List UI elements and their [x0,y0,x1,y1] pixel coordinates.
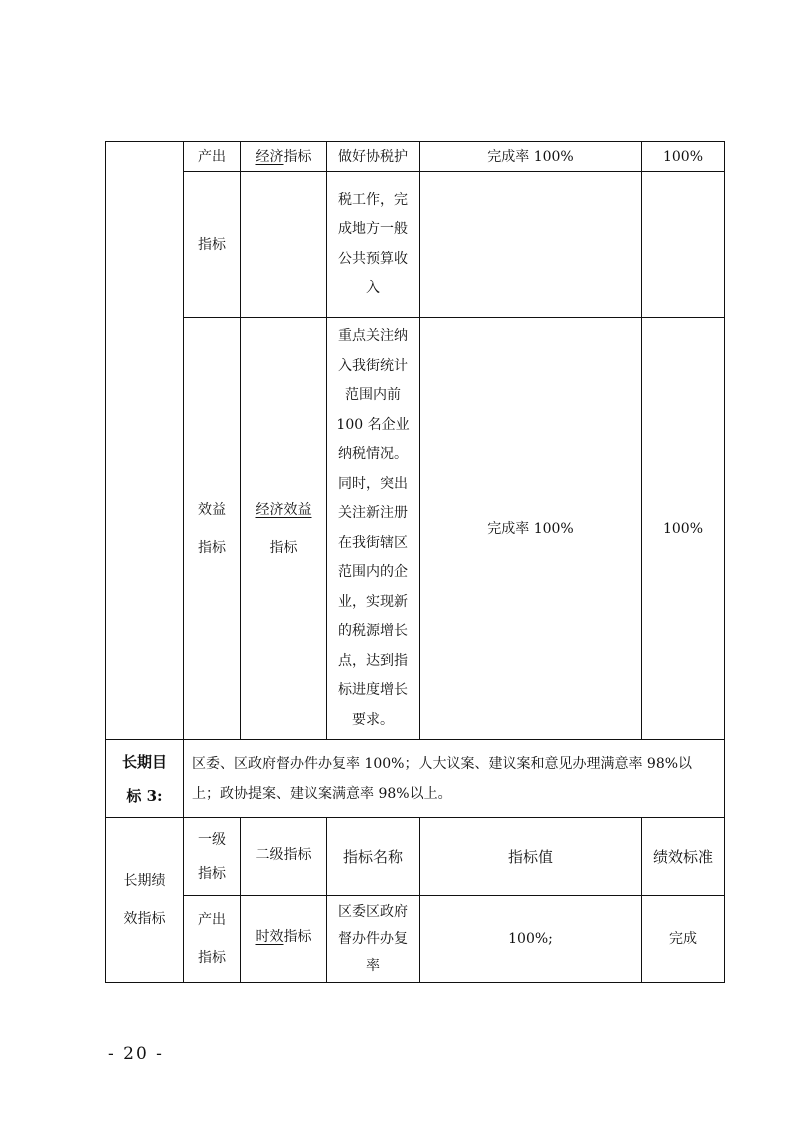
level1-cell: 指标 [184,172,241,318]
header-standard-cell: 绩效标准 [642,818,725,896]
text-line: 入我街统计 [338,357,408,374]
text-line: 效益 [198,501,226,518]
text-line: 业，实现新 [338,593,408,610]
goal-label-cell [106,740,184,818]
standard-cell [642,172,725,318]
indicator-name-cell [327,172,420,318]
header-value-cell: 指标值 [420,818,642,896]
text-line: 标 3: [126,786,163,805]
level1-cell [184,896,241,983]
indicator-name-cell [327,896,420,983]
level2-underlined: 经济效益 [255,501,312,518]
table-row [106,896,725,983]
text-line: 入 [366,280,380,296]
text-line: 点，达到指 [338,652,408,669]
text-line: 要求。 [352,711,394,728]
header-name-cell: 指标名称 [327,818,420,896]
table-row [106,142,725,172]
text-line: 的税源增长 [338,623,408,639]
text-line: 成地方一般 [338,221,408,237]
table-row [106,172,725,318]
header-level2-cell: 二级指标 [241,818,327,896]
page-number: - 20 - [108,1044,164,1064]
level2-rest: 指标 [269,539,298,556]
indicator-name-cell [327,318,420,740]
level2-cell [241,318,327,740]
text-line: 重点关注纳 [338,328,408,344]
standard-cell: 100% [642,142,725,172]
text-line: 关注新注册 [338,505,408,521]
text-line: 100 名企业 [336,416,410,433]
text-line: 一级 [198,831,226,848]
indicator-value-cell: 完成率 100% [420,142,642,172]
goal-description-cell: 区委、区政府督办件办复率 100%；人大议案、建议案和意见办理满意率 98%以上；政协提案、建议案满意率 98%以上。 [184,740,725,818]
header-level1-cell [184,818,241,896]
text-line: 督办件办复 [338,930,408,947]
indicator-value-cell: 100%; [420,896,642,983]
level2-cell [241,172,327,318]
level1-cell [184,318,241,740]
text-line: 在我街辖区 [338,534,408,551]
table-row [106,740,725,818]
level1-cell: 产出 [184,142,241,172]
indicator-value-cell: 完成率 100% [420,318,642,740]
level2-underlined: 经济 [255,148,284,165]
level2-underlined: 时效 [255,929,284,945]
text-line: 率 [366,957,380,974]
performance-indicator-table [105,141,725,983]
section-label-cell [106,818,184,983]
text-line: 范围内的企 [338,564,408,580]
text-line: 长期绩 [123,873,166,889]
table-row [106,818,725,896]
table-row [106,318,725,740]
indicator-value-cell [420,172,642,318]
level2-cell [241,896,327,983]
level2-rest: 指标 [283,148,312,165]
text-line: 范围内前 [345,387,401,403]
text-line: 效指标 [123,911,166,927]
text-line: 长期目 [121,752,167,771]
text-line: 税工作，完 [338,191,408,208]
text-line: 指标 [198,865,226,882]
text-line: 区委区政府 [338,903,408,920]
text-line: 同时，突出 [338,475,408,492]
text-line: 产出 [198,912,226,928]
text-line: 纳税情况。 [338,446,408,462]
text-line: 指标 [198,950,226,966]
text-line: 标进度增长 [338,682,408,698]
level2-rest: 指标 [283,929,312,945]
standard-cell: 100% [642,318,725,740]
standard-cell: 完成 [642,896,725,983]
indicator-name-cell: 做好协税护 [327,142,420,172]
blank-cell [106,142,184,740]
text-line: 指标 [198,539,226,556]
text-line: 公共预算收 [338,250,408,267]
level2-cell [241,142,327,172]
